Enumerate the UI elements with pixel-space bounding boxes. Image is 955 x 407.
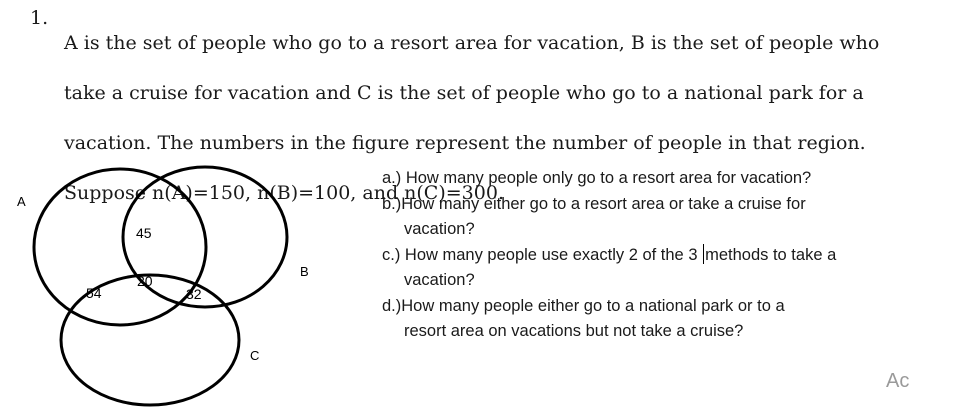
question-c-text-start: c.) How many people use exactly 2 of the 3 <box>382 245 703 264</box>
text-cursor <box>703 244 704 264</box>
problem-line: vacation. The numbers in the figure represent the number of people in that region. <box>64 132 866 154</box>
problem-line: take a cruise for vacation and C is the set of people who go to a national park for a <box>64 82 864 104</box>
question-b-text: b.)How many either go to a resort area or take a cruise for <box>382 194 806 213</box>
problem-number: 1. <box>30 7 49 29</box>
question-d <box>382 294 927 345</box>
circle-a <box>34 169 206 325</box>
set-label-c: C <box>250 348 260 363</box>
question-c-text-end: methods to take a <box>705 245 837 264</box>
region-all-three: 20 <box>137 273 153 289</box>
set-label-b: B <box>300 264 309 279</box>
question-b-continuation: vacation? <box>404 220 475 238</box>
set-label-a: A <box>17 194 26 209</box>
region-a-and-c-only: 54 <box>86 285 102 301</box>
problem-line: Suppose n(A)=150, n(B)=100, and n(C)=300. <box>64 182 504 204</box>
venn-diagram <box>0 150 360 407</box>
question-c <box>382 243 927 294</box>
corner-text: Ac <box>886 370 910 392</box>
question-a-text: a.) How many people only go to a resort area for vacation? <box>382 169 812 187</box>
question-d-text: d.)How many people either go to a national park or to a <box>382 296 785 315</box>
question-d-continuation: resort area on vacations but not take a cruise? <box>404 322 744 340</box>
question-c-continuation: vacation? <box>404 271 475 289</box>
question-b <box>382 192 927 243</box>
region-b-and-c-only: 32 <box>186 286 202 302</box>
questions-list <box>382 166 927 345</box>
question-a <box>382 166 927 192</box>
region-a-and-b-only: 45 <box>136 225 152 241</box>
problem-line: A is the set of people who go to a resort area for vacation, B is the set of people who <box>64 32 880 54</box>
